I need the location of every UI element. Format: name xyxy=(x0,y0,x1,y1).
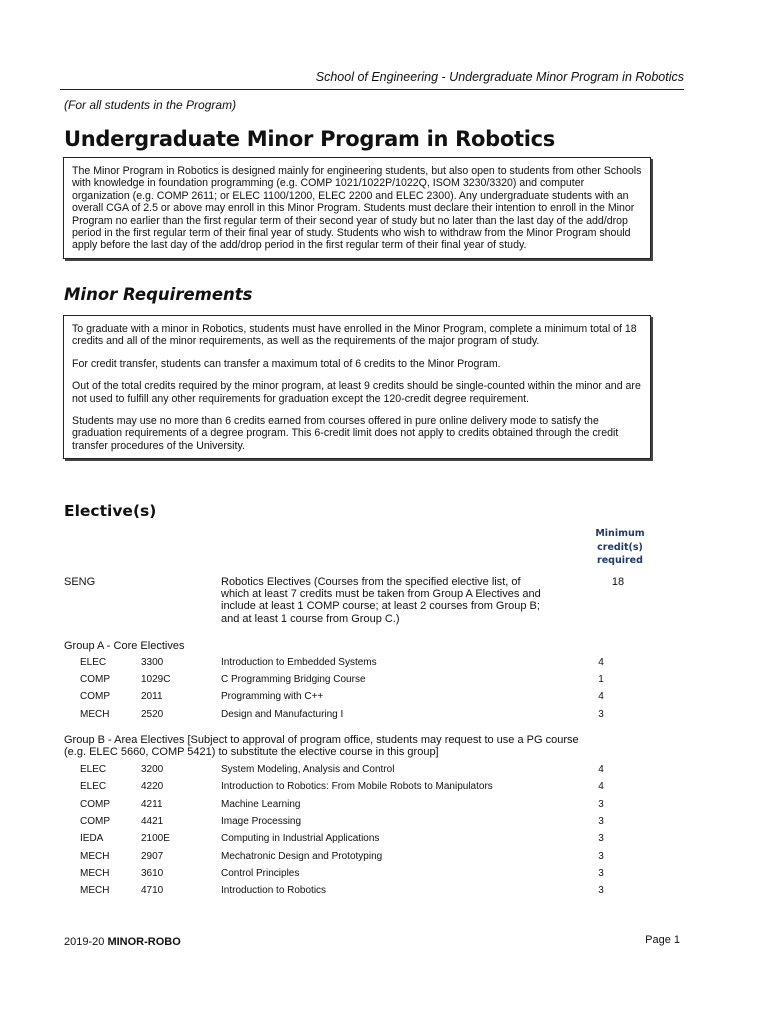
course-row xyxy=(0,799,768,816)
course-title: Mechatronic Design and Prototyping xyxy=(221,851,383,862)
course-title: Machine Learning xyxy=(221,799,301,810)
course-row xyxy=(0,764,768,781)
seng-credits: 18 xyxy=(611,576,625,588)
course-row xyxy=(0,868,768,885)
course-row xyxy=(0,709,768,726)
footer-code: MINOR-ROBO xyxy=(107,936,181,948)
course-code: 4710 xyxy=(141,885,164,896)
intro-paragraph: The Minor Program in Robotics is designed mainly for engineering students, but also open to students from other Schools with knowledge in foundation programming (e.g. COMP 1021/1022P/1022Q, ISOM 3230/3320) and computer organization (e.g. COMP 2611; or ELEC 1100/1200, ELEC 2200 and ELEC 2300). Any undergraduate students with an overall CGA of 2.5 or above may enroll in this Minor Program. Students must declare their intention to enroll in the Minor Program no earlier than the first regular term of their second year of study but no later than the last day of the add/drop period in the first regular term of their final year of study. Students who wish to withdraw from the Minor Program should apply before the last day of the add/drop period in the first regular term of their final year of study. xyxy=(72,165,642,252)
course-row xyxy=(0,816,768,833)
course-subject: IEDA xyxy=(80,833,104,844)
course-credits: 3 xyxy=(598,851,604,862)
course-code: 3300 xyxy=(141,657,164,668)
course-subject: COMP xyxy=(80,674,110,685)
min-credit-column-header xyxy=(585,527,655,568)
course-subject: COMP xyxy=(80,816,110,827)
audience-note: (For all students in the Program) xyxy=(64,98,237,112)
course-credits: 4 xyxy=(598,657,604,668)
course-title: Control Principles xyxy=(221,868,300,879)
requirement-paragraph: To graduate with a minor in Robotics, students must have enrolled in the Minor Program, complete a minimum total of 18 credits and all of the minor requirements, as well as the requirements of the major program of study. xyxy=(72,323,637,348)
course-title: Image Processing xyxy=(221,816,302,827)
course-subject: COMP xyxy=(80,691,110,702)
course-credits: 1 xyxy=(598,674,604,685)
course-code: 4211 xyxy=(141,799,163,810)
course-row xyxy=(0,691,768,708)
min-credit-line: required xyxy=(597,555,643,566)
minor-requirements-box xyxy=(63,315,651,459)
course-code: 3200 xyxy=(141,764,164,775)
course-title: Introduction to Robotics: From Mobile Robots to Manipulators xyxy=(221,781,493,792)
course-credits: 3 xyxy=(598,885,604,896)
course-subject: ELEC xyxy=(80,781,107,792)
course-title: C Programming Bridging Course xyxy=(221,674,366,685)
course-code: 4421 xyxy=(141,816,164,827)
course-subject: MECH xyxy=(80,851,110,862)
minor-requirements-heading: Minor Requirements xyxy=(64,285,253,304)
course-credits: 4 xyxy=(598,764,604,775)
requirement-paragraph: Out of the total credits required by the minor program, at least 9 credits should be single-counted within the minor and are not used to fulfill any other requirements for graduation except the 120-credit degree requirement. xyxy=(72,380,641,405)
course-code: 4220 xyxy=(141,781,164,792)
electives-heading: Elective(s) xyxy=(64,502,157,520)
course-code: 2520 xyxy=(141,709,164,720)
course-credits: 3 xyxy=(598,833,604,844)
footer-year: 2019-20 xyxy=(64,936,105,948)
group-b-title: Group B - Area Electives [Subject to approval of program office, students may request to use a PG course (e.g. ELEC 5660, COMP 5421) to substitute the elective course in this group] xyxy=(64,734,579,759)
course-row xyxy=(0,657,768,674)
min-credit-line: Minimum xyxy=(595,528,645,539)
course-credits: 3 xyxy=(598,709,604,720)
requirement-paragraph: For credit transfer, students can transfer a maximum total of 6 credits to the Minor Program. xyxy=(72,357,501,370)
course-title: System Modeling, Analysis and Control xyxy=(221,764,395,775)
course-code: 1029C xyxy=(141,674,171,685)
course-title: Introduction to Robotics xyxy=(221,885,327,896)
course-code: 3610 xyxy=(141,868,164,879)
course-title: Introduction to Embedded Systems xyxy=(221,657,377,668)
min-credit-line: credit(s) xyxy=(597,541,643,553)
course-subject: ELEC xyxy=(80,764,107,775)
course-subject: MECH xyxy=(80,709,110,720)
intro-box xyxy=(63,157,651,259)
requirement-paragraph: Students may use no more than 6 credits earned from courses offered in pure online delivery mode to satisfy the graduation requirements of a degree program. This 6-credit limit does not apply to credits obtained through the credit transfer procedures of the University. xyxy=(72,415,619,452)
course-subject: MECH xyxy=(80,885,110,896)
course-row xyxy=(0,851,768,868)
course-row xyxy=(0,781,768,798)
course-row xyxy=(0,833,768,850)
course-code: 2100E xyxy=(141,833,170,844)
course-credits: 3 xyxy=(598,868,604,879)
course-credits: 4 xyxy=(598,781,604,792)
running-header-text: School of Engineering - Undergraduate Minor Program in Robotics xyxy=(315,70,684,84)
page-title: Undergraduate Minor Program in Robotics xyxy=(64,127,556,151)
course-credits: 3 xyxy=(598,816,604,827)
course-title: Computing in Industrial Applications xyxy=(221,833,380,844)
footer-doc-id xyxy=(64,936,181,948)
course-code: 2907 xyxy=(141,851,164,862)
footer-page-number: Page 1 xyxy=(645,934,680,946)
course-subject: MECH xyxy=(80,868,110,879)
course-credits: 3 xyxy=(598,799,604,810)
running-header xyxy=(60,70,684,90)
course-code: 2011 xyxy=(141,691,163,702)
course-credits: 4 xyxy=(598,691,604,702)
course-row xyxy=(0,674,768,691)
seng-code: SENG xyxy=(64,576,96,588)
course-row xyxy=(0,885,768,902)
course-subject: ELEC xyxy=(80,657,107,668)
course-title: Programming with C++ xyxy=(221,691,324,702)
seng-description: Robotics Electives (Courses from the specified elective list, of which at least 7 credits must be taken from Group A Electives and include at least 1 COMP course; at least 2 courses from Group B; and at least 1 course from Group C.) xyxy=(221,576,541,625)
course-subject: COMP xyxy=(80,799,110,810)
group-a-title: Group A - Core Electives xyxy=(64,640,185,652)
course-title: Design and Manufacturing I xyxy=(221,709,344,720)
